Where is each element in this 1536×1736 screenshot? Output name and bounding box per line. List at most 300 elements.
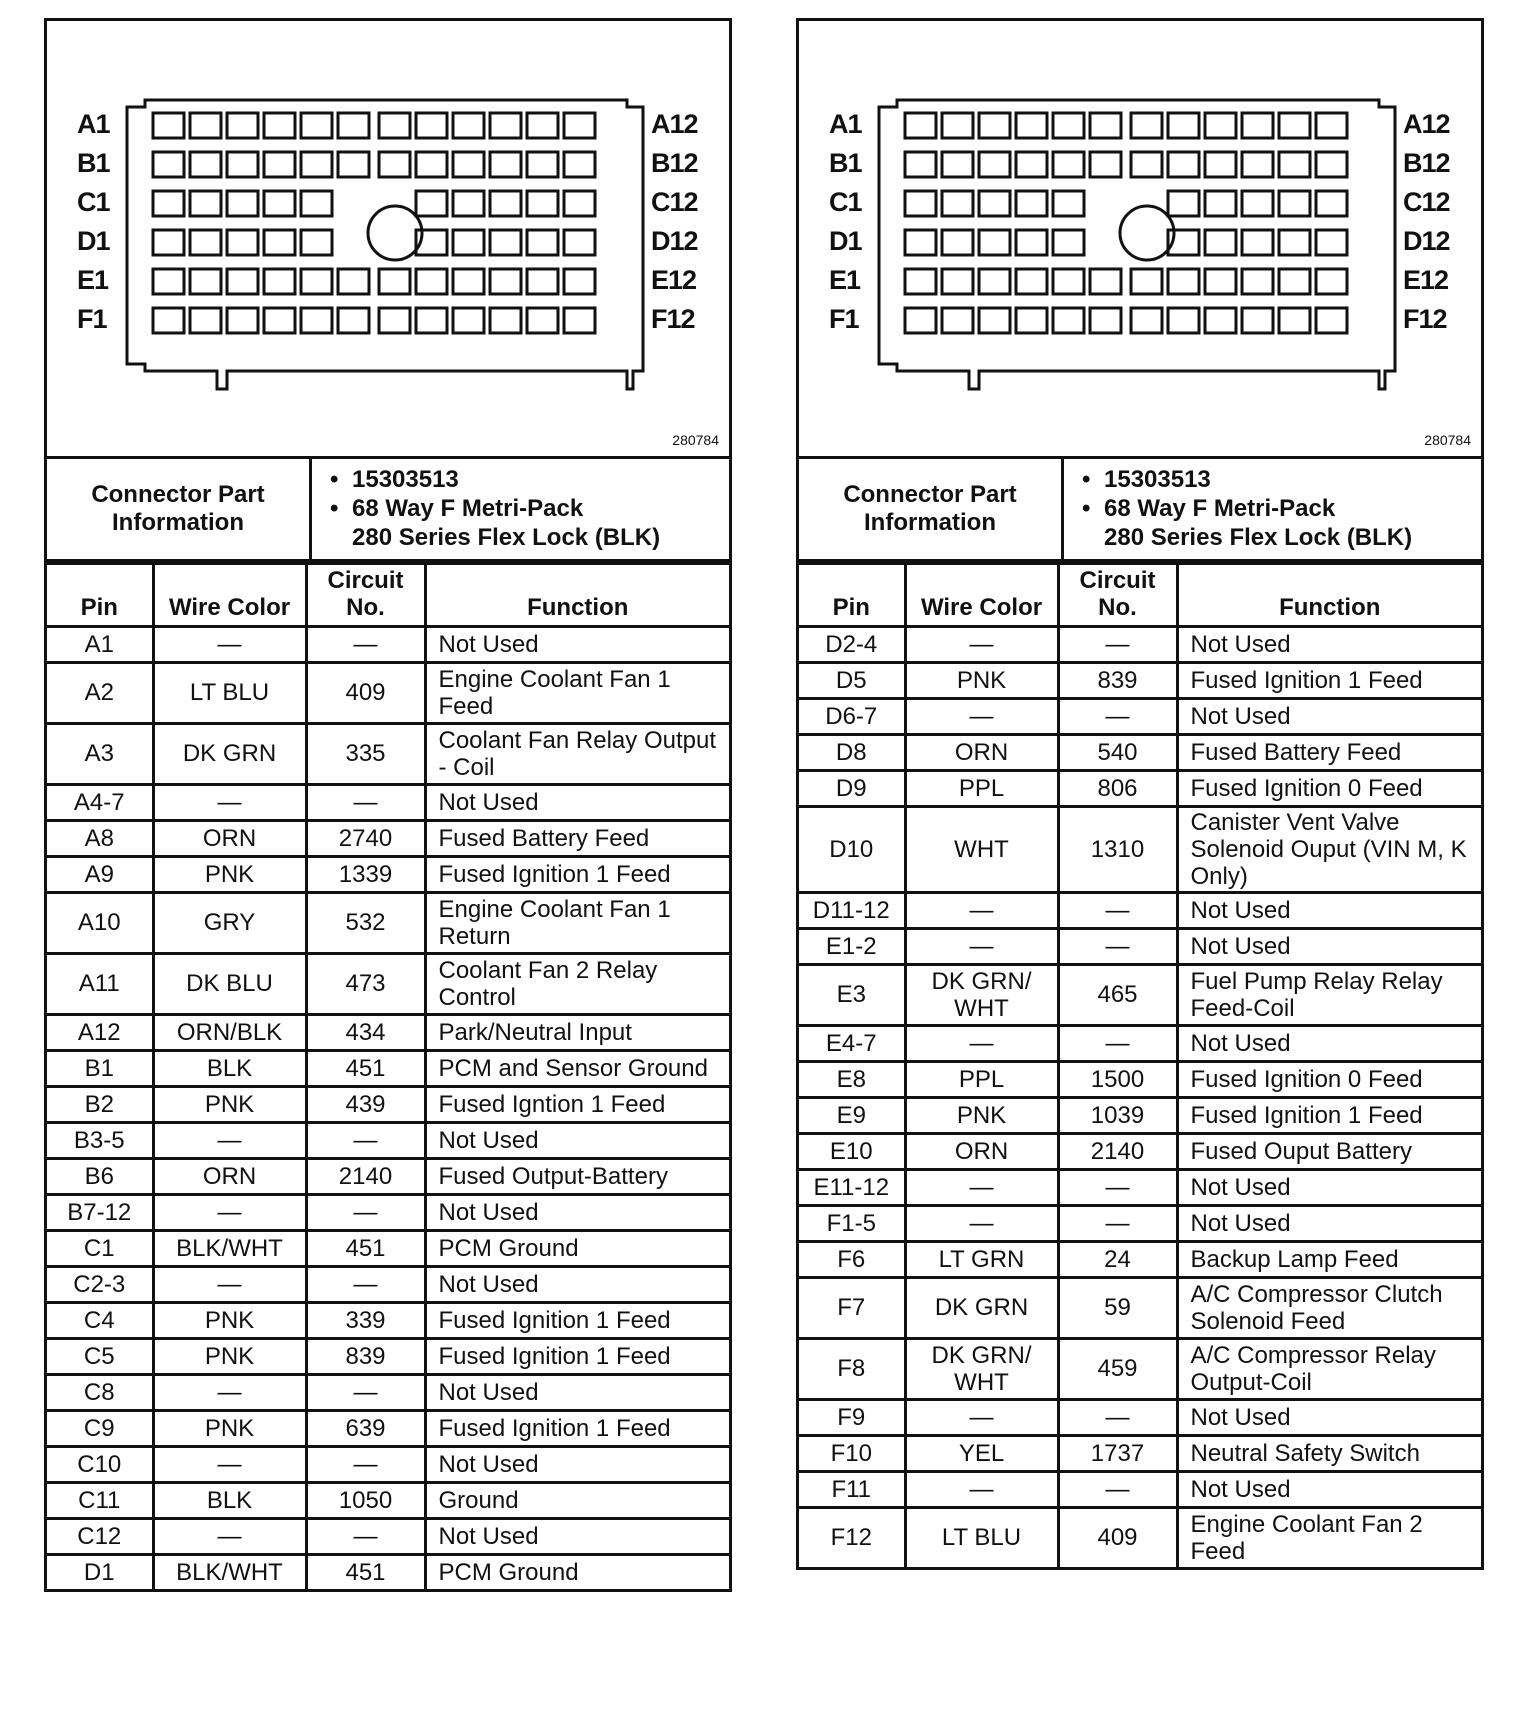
cavity-F9 [453, 308, 484, 333]
pin-cell: E8 [799, 1062, 905, 1098]
cavity-C9 [1205, 191, 1236, 216]
cavity-F5 [1053, 308, 1084, 333]
row-label-right: B12 [1403, 148, 1450, 178]
cavity-A11 [1279, 113, 1310, 138]
function-cell: Fused Ignition 1 Feed [425, 1303, 729, 1339]
pin-cell: E10 [799, 1134, 905, 1170]
pin-cell: D2-4 [799, 627, 905, 663]
table-row [799, 1278, 1481, 1339]
wire-color-cell: BLK/WHT [153, 1231, 306, 1267]
table-row [799, 1472, 1481, 1508]
row-label-left: E1 [829, 265, 861, 295]
function-cell: Not Used [425, 785, 729, 821]
wire-color-cell: — [905, 893, 1058, 929]
function-cell: Coolant Fan Relay Output - Coil [425, 724, 729, 785]
function-cell: Not Used [1177, 893, 1481, 929]
circuit-cell: 639 [306, 1411, 425, 1447]
connector-series: 280 Series Flex Lock (BLK) [1104, 524, 1413, 551]
circuit-cell: 59 [1058, 1278, 1177, 1339]
cavity-C10 [490, 191, 521, 216]
connector-face-icon [799, 21, 1481, 453]
circuit-cell: — [306, 1123, 425, 1159]
wire-color-cell: PNK [905, 1098, 1058, 1134]
pin-cell: B3-5 [47, 1123, 153, 1159]
cavity-B7 [1131, 152, 1162, 177]
cavity-C5 [301, 191, 332, 216]
cavity-B3 [227, 152, 258, 177]
row-label-right: E12 [651, 265, 697, 295]
connector-diagram [799, 21, 1481, 459]
function-cell: Fused Ignition 1 Feed [425, 1411, 729, 1447]
cavity-E2 [942, 269, 973, 294]
row-label-left: B1 [829, 148, 862, 178]
cavity-D1 [905, 230, 936, 255]
table-row [47, 1411, 729, 1447]
circuit-cell: — [1058, 1026, 1177, 1062]
circuit-cell: 1039 [1058, 1098, 1177, 1134]
cavity-A6 [1090, 113, 1121, 138]
pin-cell: D1 [47, 1555, 153, 1590]
circuit-cell: — [1058, 1472, 1177, 1508]
cavity-F2 [190, 308, 221, 333]
circuit-cell: 459 [1058, 1339, 1177, 1400]
cavity-D4 [1016, 230, 1047, 255]
table-row [799, 1098, 1481, 1134]
pin-cell: F6 [799, 1242, 905, 1278]
wire-color-cell: BLK/WHT [153, 1555, 306, 1590]
pin-cell: F10 [799, 1436, 905, 1472]
table-row [47, 663, 729, 724]
table-row [47, 1195, 729, 1231]
wire-color-cell: ORN [905, 735, 1058, 771]
circuit-cell: 451 [306, 1051, 425, 1087]
pin-cell: B2 [47, 1087, 153, 1123]
function-cell: Not Used [425, 1195, 729, 1231]
cavity-D5 [301, 230, 332, 255]
cavity-E12 [1316, 269, 1347, 294]
wire-color-cell: DK GRN [905, 1278, 1058, 1339]
cavity-E8 [1168, 269, 1199, 294]
pin-cell: B6 [47, 1159, 153, 1195]
wire-color-cell: — [905, 929, 1058, 965]
connector-info [47, 459, 729, 562]
cavity-B2 [942, 152, 973, 177]
cavity-B9 [453, 152, 484, 177]
cavity-F5 [301, 308, 332, 333]
connector-info-label: Connector Part Information [799, 459, 1064, 559]
circuit-cell: 1050 [306, 1483, 425, 1519]
table-row [47, 1375, 729, 1411]
function-cell: Fused Output-Battery [425, 1159, 729, 1195]
header-circuit: Circuit No. [306, 564, 425, 627]
cavity-D4 [264, 230, 295, 255]
cavity-D3 [227, 230, 258, 255]
cavity-A1 [153, 113, 184, 138]
cavity-B12 [564, 152, 595, 177]
circuit-cell: 339 [306, 1303, 425, 1339]
cavity-A7 [379, 113, 410, 138]
circuit-cell: 409 [306, 663, 425, 724]
cavity-B3 [979, 152, 1010, 177]
pin-cell: F11 [799, 1472, 905, 1508]
table-row [799, 893, 1481, 929]
table-row [47, 724, 729, 785]
part-number: 15303513 [352, 466, 459, 493]
cavity-D2 [190, 230, 221, 255]
cavity-A10 [1242, 113, 1273, 138]
table-row [47, 954, 729, 1015]
cavity-F8 [416, 308, 447, 333]
cavity-B5 [301, 152, 332, 177]
figure-number: 280784 [672, 432, 719, 448]
cavity-D10 [1242, 230, 1273, 255]
wire-color-cell: — [905, 699, 1058, 735]
cavity-F9 [1205, 308, 1236, 333]
table-row [47, 1447, 729, 1483]
connector-info-details: • 15303513 • 68 Way F Metri-Pack 280 Series Flex Lock (BLK) [312, 459, 729, 559]
cavity-C3 [979, 191, 1010, 216]
cavity-D1 [153, 230, 184, 255]
header-pin: Pin [47, 564, 153, 627]
table-row [47, 1231, 729, 1267]
wire-color-cell: BLK [153, 1051, 306, 1087]
wire-color-cell: ORN [905, 1134, 1058, 1170]
wire-color-cell: DK GRN/ WHT [905, 1339, 1058, 1400]
circuit-cell: — [306, 785, 425, 821]
pin-cell: C2-3 [47, 1267, 153, 1303]
wire-color-cell: — [905, 1472, 1058, 1508]
pin-cell: A11 [47, 954, 153, 1015]
cavity-F8 [1168, 308, 1199, 333]
wire-color-cell: PNK [153, 857, 306, 893]
function-cell: Not Used [1177, 1400, 1481, 1436]
function-cell: Not Used [1177, 627, 1481, 663]
cavity-E6 [338, 269, 369, 294]
connector-info-label: Connector Part Information [47, 459, 312, 559]
wire-color-cell: — [153, 627, 306, 663]
header-function: Function [425, 564, 729, 627]
cavity-B9 [1205, 152, 1236, 177]
function-cell: Engine Coolant Fan 1 Feed [425, 663, 729, 724]
wire-color-cell: ORN/BLK [153, 1015, 306, 1051]
cavity-F3 [227, 308, 258, 333]
cavity-B8 [1168, 152, 1199, 177]
circuit-cell: — [1058, 893, 1177, 929]
table-row [799, 1206, 1481, 1242]
cavity-D12 [564, 230, 595, 255]
cavity-F10 [490, 308, 521, 333]
cavity-E11 [1279, 269, 1310, 294]
cavity-B11 [1279, 152, 1310, 177]
pin-cell: C11 [47, 1483, 153, 1519]
wire-color-cell: PNK [905, 663, 1058, 699]
pin-cell: A3 [47, 724, 153, 785]
circuit-cell: — [1058, 929, 1177, 965]
cavity-F11 [527, 308, 558, 333]
cavity-E9 [1205, 269, 1236, 294]
cavity-A7 [1131, 113, 1162, 138]
cavity-F11 [1279, 308, 1310, 333]
function-cell: Not Used [425, 627, 729, 663]
wire-color-cell: PNK [153, 1087, 306, 1123]
row-label-right: A12 [651, 109, 698, 139]
table-row [47, 1159, 729, 1195]
wire-color-cell: — [153, 1519, 306, 1555]
row-label-left: A1 [77, 109, 110, 139]
function-cell: Coolant Fan 2 Relay Control [425, 954, 729, 1015]
connector-series: 280 Series Flex Lock (BLK) [352, 524, 661, 551]
wire-color-cell: — [905, 1400, 1058, 1436]
pin-cell: A9 [47, 857, 153, 893]
connector-panel-left [44, 18, 732, 1592]
connector-description: 68 Way F Metri-Pack [352, 495, 584, 522]
cavity-B10 [1242, 152, 1273, 177]
cavity-B1 [153, 152, 184, 177]
function-cell: Fuel Pump Relay Relay Feed-Coil [1177, 965, 1481, 1026]
cavity-F2 [942, 308, 973, 333]
circuit-cell: 409 [1058, 1508, 1177, 1568]
wire-color-cell: — [153, 1267, 306, 1303]
cavity-D11 [1279, 230, 1310, 255]
row-label-left: B1 [77, 148, 110, 178]
pin-cell: C10 [47, 1447, 153, 1483]
cavity-F6 [338, 308, 369, 333]
circuit-cell: — [306, 1375, 425, 1411]
pinout-table-left [47, 562, 729, 1589]
pin-cell: E11-12 [799, 1170, 905, 1206]
function-cell: Engine Coolant Fan 1 Return [425, 893, 729, 954]
connector-info-details: • 15303513 • 68 Way F Metri-Pack 280 Series Flex Lock (BLK) [1064, 459, 1481, 559]
cavity-C1 [905, 191, 936, 216]
function-cell: Canister Vent Valve Solenoid Ouput (VIN M, K Only) [1177, 807, 1481, 893]
circuit-cell: 532 [306, 893, 425, 954]
table-row [799, 1134, 1481, 1170]
cavity-F1 [905, 308, 936, 333]
function-cell: Backup Lamp Feed [1177, 1242, 1481, 1278]
circuit-cell: 335 [306, 724, 425, 785]
circuit-cell: 2140 [1058, 1134, 1177, 1170]
cavity-E10 [490, 269, 521, 294]
circuit-cell: 1737 [1058, 1436, 1177, 1472]
row-label-right: A12 [1403, 109, 1450, 139]
circuit-cell: 1500 [1058, 1062, 1177, 1098]
cavity-E4 [264, 269, 295, 294]
connector-panel-right [796, 18, 1484, 1570]
cavity-F7 [379, 308, 410, 333]
pin-cell: C1 [47, 1231, 153, 1267]
function-cell: Engine Coolant Fan 2 Feed [1177, 1508, 1481, 1568]
cavity-A3 [227, 113, 258, 138]
cavity-C4 [264, 191, 295, 216]
cavity-B11 [527, 152, 558, 177]
table-row [799, 1242, 1481, 1278]
cavity-D11 [527, 230, 558, 255]
pin-cell: A12 [47, 1015, 153, 1051]
cavity-B4 [264, 152, 295, 177]
row-label-right: E12 [1403, 265, 1449, 295]
function-cell: A/C Compressor Clutch Solenoid Feed [1177, 1278, 1481, 1339]
cavity-C2 [190, 191, 221, 216]
table-row [47, 785, 729, 821]
cavity-F4 [1016, 308, 1047, 333]
cavity-D12 [1316, 230, 1347, 255]
row-label-right: F12 [1403, 304, 1447, 334]
row-label-left: F1 [829, 304, 859, 334]
table-row [47, 1519, 729, 1555]
cavity-E12 [564, 269, 595, 294]
pin-cell: F12 [799, 1508, 905, 1568]
function-cell: Not Used [425, 1375, 729, 1411]
cavity-C9 [453, 191, 484, 216]
table-row [799, 1170, 1481, 1206]
function-cell: PCM and Sensor Ground [425, 1051, 729, 1087]
table-row [799, 807, 1481, 893]
circuit-cell: 1339 [306, 857, 425, 893]
cavity-E11 [527, 269, 558, 294]
row-label-right: F12 [651, 304, 695, 334]
wire-color-cell: — [905, 627, 1058, 663]
function-cell: Fused Ignition 0 Feed [1177, 771, 1481, 807]
pin-cell: E9 [799, 1098, 905, 1134]
table-row [47, 893, 729, 954]
cavity-F10 [1242, 308, 1273, 333]
circuit-cell: 439 [306, 1087, 425, 1123]
circuit-cell: 806 [1058, 771, 1177, 807]
pin-cell: D11-12 [799, 893, 905, 929]
cavity-E7 [1131, 269, 1162, 294]
circuit-cell: 839 [306, 1339, 425, 1375]
table-row [799, 1026, 1481, 1062]
cavity-E7 [379, 269, 410, 294]
pin-cell: A2 [47, 663, 153, 724]
function-cell: Not Used [1177, 1026, 1481, 1062]
function-cell: Not Used [425, 1519, 729, 1555]
cavity-E4 [1016, 269, 1047, 294]
table-row [799, 663, 1481, 699]
cavity-B6 [1090, 152, 1121, 177]
wire-color-cell: — [905, 1170, 1058, 1206]
table-row [799, 1508, 1481, 1568]
circuit-cell: 24 [1058, 1242, 1177, 1278]
table-row [47, 857, 729, 893]
circuit-cell: 540 [1058, 735, 1177, 771]
cavity-E5 [301, 269, 332, 294]
function-cell: Not Used [425, 1267, 729, 1303]
circuit-cell: — [306, 1267, 425, 1303]
row-label-left: C1 [829, 187, 862, 217]
function-cell: Fused Battery Feed [425, 821, 729, 857]
cavity-E10 [1242, 269, 1273, 294]
cavity-F1 [153, 308, 184, 333]
cavity-B4 [1016, 152, 1047, 177]
cavity-B2 [190, 152, 221, 177]
row-label-right: C12 [1403, 187, 1450, 217]
cavity-D3 [979, 230, 1010, 255]
cavity-A12 [1316, 113, 1347, 138]
pin-cell: E1-2 [799, 929, 905, 965]
cavity-E6 [1090, 269, 1121, 294]
table-row [47, 821, 729, 857]
cavity-A9 [453, 113, 484, 138]
cavity-E3 [227, 269, 258, 294]
cavity-F4 [264, 308, 295, 333]
cavity-A5 [1053, 113, 1084, 138]
table-row [47, 1051, 729, 1087]
cavity-A12 [564, 113, 595, 138]
cavity-F12 [564, 308, 595, 333]
cavity-C10 [1242, 191, 1273, 216]
cavity-A2 [190, 113, 221, 138]
header-circuit: Circuit No. [1058, 564, 1177, 627]
pin-cell: C4 [47, 1303, 153, 1339]
cavity-A9 [1205, 113, 1236, 138]
pin-cell: F7 [799, 1278, 905, 1339]
table-row [799, 1400, 1481, 1436]
cavity-F7 [1131, 308, 1162, 333]
pin-cell: A1 [47, 627, 153, 663]
table-row [47, 1555, 729, 1590]
cavity-A6 [338, 113, 369, 138]
pin-cell: D10 [799, 807, 905, 893]
function-cell: Park/Neutral Input [425, 1015, 729, 1051]
circuit-cell: 451 [306, 1231, 425, 1267]
pin-cell: A8 [47, 821, 153, 857]
connector-face-icon [47, 21, 729, 453]
table-row [799, 1436, 1481, 1472]
pin-cell: A10 [47, 893, 153, 954]
wire-color-cell: LT BLU [905, 1508, 1058, 1568]
cavity-A2 [942, 113, 973, 138]
function-cell: Fused Ignition 1 Feed [1177, 663, 1481, 699]
circuit-cell: — [306, 627, 425, 663]
function-cell: PCM Ground [425, 1555, 729, 1590]
pin-cell: C12 [47, 1519, 153, 1555]
cavity-D9 [453, 230, 484, 255]
wire-color-cell: DK GRN/ WHT [905, 965, 1058, 1026]
circuit-cell: 473 [306, 954, 425, 1015]
cavity-C2 [942, 191, 973, 216]
cavity-E5 [1053, 269, 1084, 294]
cavity-A4 [1016, 113, 1047, 138]
cavity-F3 [979, 308, 1010, 333]
wire-color-cell: PNK [153, 1339, 306, 1375]
cavity-C11 [527, 191, 558, 216]
table-row [47, 627, 729, 663]
pin-cell: A4-7 [47, 785, 153, 821]
part-number: 15303513 [1104, 466, 1211, 493]
table-row [47, 1123, 729, 1159]
circuit-cell: — [306, 1195, 425, 1231]
circuit-cell: — [1058, 1170, 1177, 1206]
pin-cell: B1 [47, 1051, 153, 1087]
wire-color-cell: — [153, 1447, 306, 1483]
cavity-F6 [1090, 308, 1121, 333]
row-label-right: B12 [651, 148, 698, 178]
row-label-left: D1 [829, 226, 862, 256]
cavity-C1 [153, 191, 184, 216]
wire-color-cell: LT BLU [153, 663, 306, 724]
table-row [47, 1339, 729, 1375]
function-cell: Fused Ignition 1 Feed [425, 857, 729, 893]
wire-color-cell: DK BLU [153, 954, 306, 1015]
cavity-B8 [416, 152, 447, 177]
table-row [799, 627, 1481, 663]
cavity-C8 [416, 191, 447, 216]
header-pin: Pin [799, 564, 905, 627]
cavity-E9 [453, 269, 484, 294]
wire-color-cell: DK GRN [153, 724, 306, 785]
pinout-table-right [799, 562, 1481, 1567]
